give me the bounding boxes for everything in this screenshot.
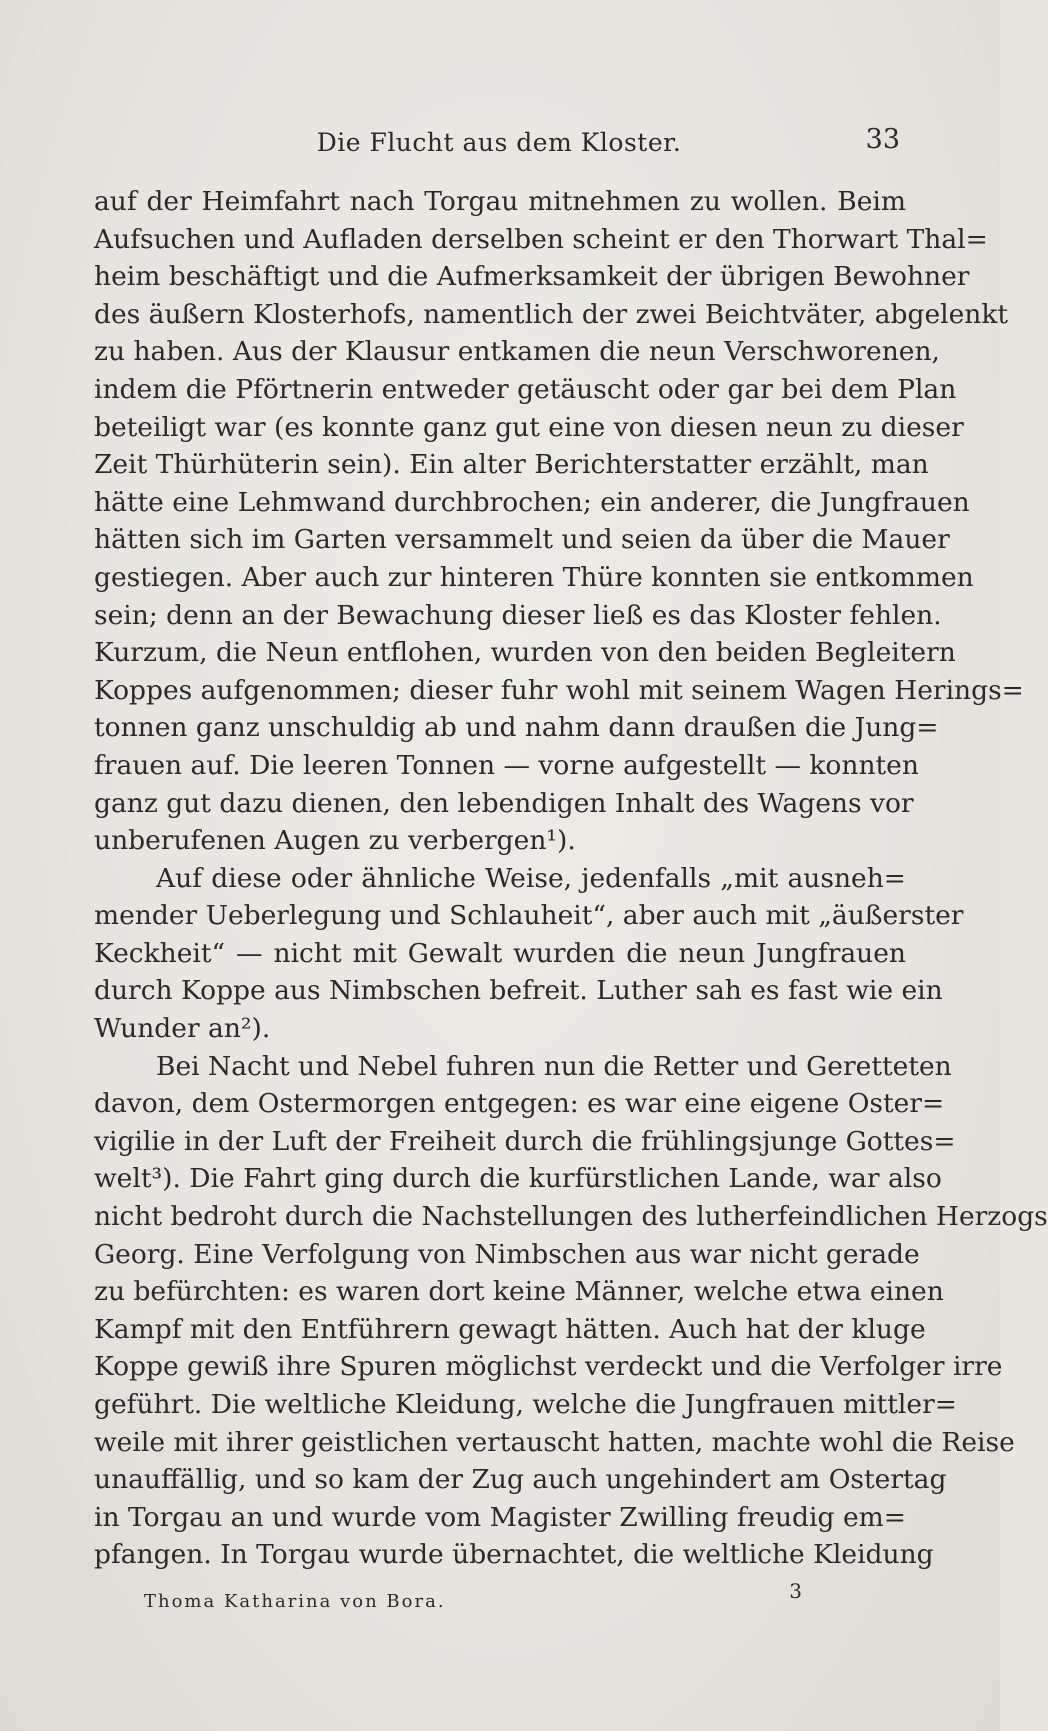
running-title: Die Flucht aus dem Kloster. xyxy=(316,128,682,157)
text-line: durch Koppe aus Nimbschen befreit. Luther sah es fast wie ein xyxy=(94,975,943,1007)
text-line: geführt. Die weltliche Kleidung, welche die Jungfrauen mittler= xyxy=(94,1389,957,1420)
text-line: Bei Nacht und Nebel fuhren nun die Retter und Geretteten xyxy=(156,1050,952,1082)
text-line: unberufenen Augen zu verbergen¹). xyxy=(94,825,576,857)
text-line: Koppe gewiß ihre Spuren möglichst verdeckt und die Verfolger irre xyxy=(94,1351,1003,1383)
text-line: hätte eine Lehmwand durchbrochen; ein anderer, die Jungfrauen xyxy=(94,486,970,518)
text-line: vigilie in der Luft der Freiheit durch die frühlingsjunge Gottes= xyxy=(94,1125,956,1157)
text-line: Kurzum, die Neun entflohen, wurden von den beiden Begleitern xyxy=(94,637,956,669)
sheet-number: 3 xyxy=(789,1579,802,1603)
text-line: hätten sich im Garten versammelt und seien da über die Mauer xyxy=(94,524,950,556)
signature-mark: Thoma Katharina von Bora. xyxy=(144,1591,446,1612)
text-line: in Torgau an und wurde vom Magister Zwilling freudig em= xyxy=(94,1501,906,1533)
text-line: davon, dem Ostermorgen entgegen: es war eine eigene Oster= xyxy=(94,1088,945,1120)
text-line: pfangen. In Torgau wurde übernachtet, die weltliche Kleidung xyxy=(94,1539,934,1571)
text-line: Koppes aufgenommen; dieser fuhr wohl mit seinem Wagen Herings= xyxy=(94,674,1024,706)
text-line: heim beschäftigt und die Aufmerksamkeit der übrigen Bewohner xyxy=(94,261,970,293)
page-header xyxy=(94,120,904,160)
page-number: 33 xyxy=(865,124,900,155)
text-line: zu befürchten: es waren dort keine Männer, welche etwa einen xyxy=(94,1276,944,1308)
text-line: ganz gut dazu dienen, den lebendigen Inhalt des Wagens vor xyxy=(94,787,914,819)
text-line: indem die Pförtnerin entweder getäuscht oder gar bei dem Plan xyxy=(94,373,957,405)
body-text xyxy=(94,183,1048,1574)
text-line: sein; denn an der Bewachung dieser ließ es das Kloster fehlen. xyxy=(94,599,942,631)
text-line: nicht bedroht durch die Nachstellungen des lutherfeindlichen Herzogs xyxy=(94,1201,1048,1233)
text-line: gestiegen. Aber auch zur hinteren Thüre konnten sie entkommen xyxy=(94,561,974,593)
text-line: mender Ueberlegung und Schlauheit“, aber auch mit „äußerster xyxy=(94,900,964,932)
text-line: Zeit Thürhüterin sein). Ein alter Berichterstatter erzählt, man xyxy=(94,449,929,481)
text-line: Georg. Eine Verfolgung von Nimbschen aus war nicht gerade xyxy=(94,1238,920,1270)
text-line: Kampf mit den Entführern gewagt hätten. Auch hat der kluge xyxy=(94,1313,926,1345)
text-line: des äußern Klosterhofs, namentlich der zwei Beichtväter, abgelenkt xyxy=(94,298,1009,330)
text-line: beteiligt war (es konnte ganz gut eine von diesen neun zu dieser xyxy=(94,411,964,443)
text-line: Wunder an²). xyxy=(94,1013,271,1045)
text-line: weile mit ihrer geistlichen vertauscht hatten, machte wohl die Reise xyxy=(94,1426,1015,1458)
text-line: frauen auf. Die leeren Tonnen — vorne aufgestellt — konnten xyxy=(94,749,919,781)
text-line: auf der Heimfahrt nach Torgau mitnehmen zu wollen. Beim xyxy=(94,186,906,217)
text-line: Aufsuchen und Aufladen derselben scheint er den Thorwart Thal= xyxy=(94,223,988,255)
text-line: zu haben. Aus der Klausur entkamen die neun Verschworenen, xyxy=(94,336,940,368)
text-line: Auf diese oder ähnliche Weise, jedenfalls „mit ausneh= xyxy=(156,862,906,894)
text-line: welt³). Die Fahrt ging durch die kurfürstlichen Lande, war also xyxy=(94,1163,942,1195)
page-footer xyxy=(94,1579,906,1619)
text-line: Keckheit“ — nicht mit Gewalt wurden die neun Jungfrauen xyxy=(94,937,906,969)
text-line: unauffällig, und so kam der Zug auch ungehindert am Ostertag xyxy=(94,1464,947,1496)
text-line: tonnen ganz unschuldig ab und nahm dann draußen die Jung= xyxy=(94,712,939,744)
